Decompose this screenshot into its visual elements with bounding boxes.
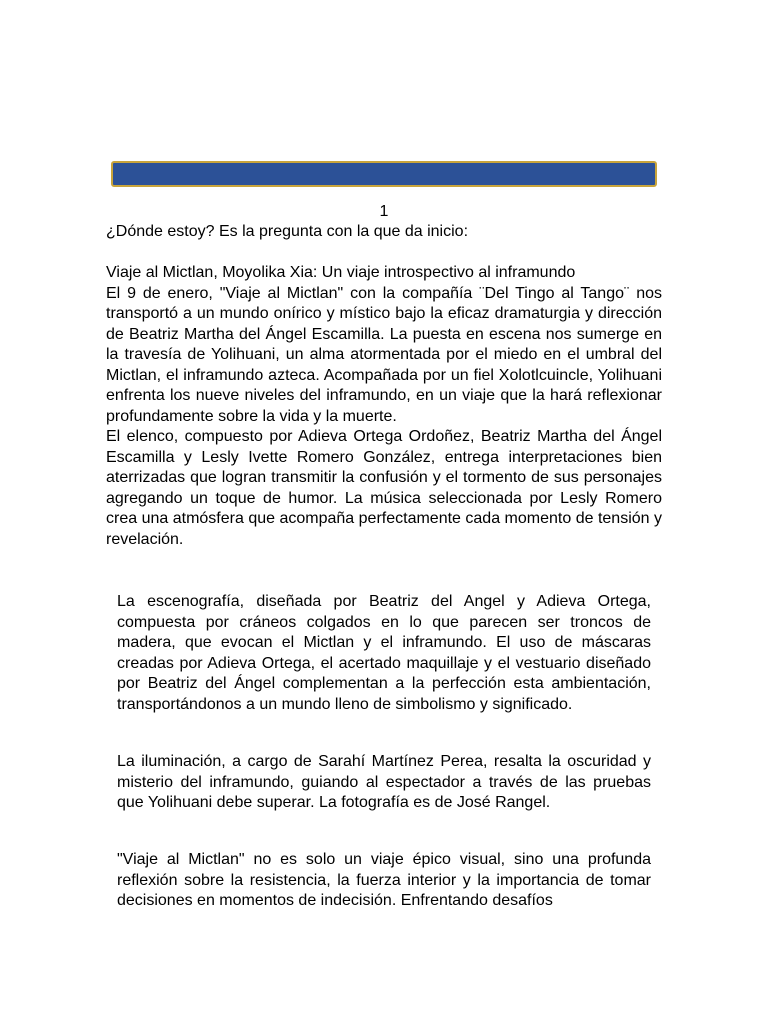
paragraph-lighting-block bbox=[117, 752, 651, 814]
paragraph-conclusion: "Viaje al Mictlan" no es solo un viaje épico visual, sino una profunda reflexión sobre la resistencia, la fuerza interior y la importancia de tomar decisiones en momentos de indecisión. Enfrentando desafíos bbox=[117, 851, 651, 909]
article-title: Viaje al Mictlan, Moyolika Xia: Un viaje introspectivo al inframundo bbox=[106, 264, 576, 281]
paragraph-scenography: La escenografía, diseñada por Beatriz del Angel y Adieva Ortega, compuesta por cráneos colgados en lo que parecen ser troncos de madera, que evocan el Mictlan y el inframundo. El uso de máscaras creadas por Adieva Ortega, el acertado maquillaje y el vestuario diseñado por Beatriz del Ángel complementan a la perfección esta ambientación, transportándonos a un mundo lleno de simbolismo y significado. bbox=[117, 593, 651, 713]
paragraph-scenography-block bbox=[117, 592, 651, 715]
paragraph-synopsis: El 9 de enero, "Viaje al Mictlan" con la compañía ¨Del Tingo al Tango¨ nos transportó a un mundo onírico y místico bajo la eficaz dramaturgia y dirección de Beatriz Martha del Ángel Escamilla. La puesta en escena nos sumerge en la travesía de Yolihuani, un alma atormentada por el miedo en el umbral del Mictlan, el inframundo azteca. Acompañada por un fiel Xolotlcuincle, Yolihuani enfrenta los nueve niveles del inframundo, en un viaje que la hará reflexionar profundamente sobre la vida y la muerte. bbox=[106, 284, 662, 425]
paragraph-conclusion-block bbox=[117, 850, 651, 912]
paragraph-lighting: La iluminación, a cargo de Sarahí Martínez Perea, resalta la oscuridad y misterio del inframundo, guiando al espectador a través de las pruebas que Yolihuani debe superar. La fotografía es de José Rangel. bbox=[117, 753, 651, 811]
page-number: 1 bbox=[379, 203, 389, 220]
header-banner bbox=[111, 161, 657, 187]
paragraph-cast: El elenco, compuesto por Adieva Ortega Ordoñez, Beatriz Martha del Ángel Escamilla y Lesly Ivette Romero González, entrega interpretaciones bien aterrizadas que logran transmitir la confusión y el tormento de sus personajes agregando un toque de humor. La música seleccionada por Lesly Romero crea una atmósfera que acompaña perfectamente cada momento de tensión y revelación. bbox=[106, 428, 662, 548]
blank-line bbox=[106, 243, 662, 264]
intro-question: ¿Dónde estoy? Es la pregunta con la que da inicio: bbox=[106, 223, 469, 240]
article-intro bbox=[106, 222, 662, 550]
